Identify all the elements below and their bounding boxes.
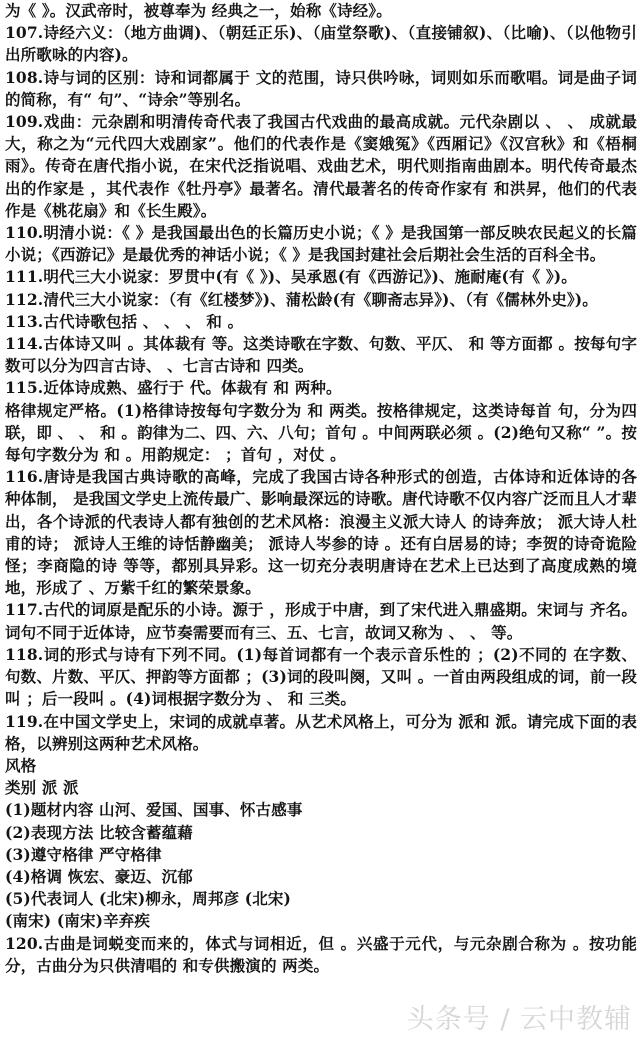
paragraph-115-rules: 格律规定严格。(1)格律诗按每句字数分为 和 两类。按格律规定，这类诗每首 句，分为四联，即 、 、 和 。韵律为二、四、六、八句；首句 。中间两联必须 。(2)绝句又称“ ”。按每句字数分为 和 。用韵规定： ；首句 ，对仗 。 (5, 400, 637, 465)
paragraph-119: 119.在中国文学史上，宋词的成就卓著。从艺术风格上，可分为 派和 派。请完成下面的表格，以辨别这两种艺术风格。 (5, 711, 637, 753)
document-body (5, 0, 637, 977)
paragraph-109: 109.戏曲：元杂剧和明清传奇代表了我国古代戏曲的最高成就。元代杂剧以 、 、 成就最大，称之为“元代四大戏剧家”。他们的代表作是《窦娥冤》《西厢记》《汉宫秋》和《梧桐雨》。传奇在唐代指小说，在宋代泛指说唱、戏曲艺术，明代则指南曲剧本。明代传奇最杰出的作家是 ，其代表作《牡丹亭》最著名。清代最著名的传奇作家有 和洪昇，他们的代表作是《桃花扇》和《长生殿》。 (5, 112, 637, 220)
paragraph-115: 115.近体诗成熟、盛行于 代。体裁有 和 两种。 (5, 378, 342, 398)
paragraph-112: 112.清代三大小说家：（有《红楼梦》)、蒲松龄(有《聊斋志异》)、（有《儒林外史》)。 (5, 289, 598, 309)
paragraph-116: 116.唐诗是我国古典诗歌的高峰，完成了我国古诗各种形式的创造，古体诗和近体诗的各种体制， 是我国文学史上流传最广、影响最深远的诗歌。唐代诗歌不仅内容广泛而且人才辈出，各个诗派的代表诗人都有独创的艺术风格：浪漫主义派大诗人 的诗奔放； 派大诗人杜甫的诗； 派诗人王维的诗恬静幽美； 派诗人岑参的诗 。还有白居易的诗；李贺的诗奇诡险怪；李商隐的诗 等等，都别具异彩。这一切充分表明唐诗在艺术上已达到了高度成熟的境地，形成了 、万紫千红的繁荣景象。 (5, 467, 637, 598)
paragraph-118: 118.词的形式与诗有下列不同。(1)每首词都有一个表示音乐性的 ；(2)不同的 在字数、句数、片数、平仄、押韵等方面都 ；(3)词的段叫阕，又叫 。一首由两段组成的词，前一段叫 ；后一段叫 。(4)词根据字数分为 、 和 三类。 (5, 644, 637, 709)
table-header-style: 风格 (5, 755, 37, 775)
table-header-category: 类别 派 派 (5, 778, 79, 798)
table-row-poets: (5)代表词人 (北宋)柳永，周邦彦 (北宋) (5, 889, 292, 909)
paragraph-110: 110.明清小说：《 》是我国最出色的长篇历史小说；《 》是我国第一部反映农民起义的长篇小说；《西游记》是最优秀的神话小说；《 》是我国封建社会后期社会生活的百科全书。 (5, 223, 637, 265)
table-row-poets-southern-song: (南宋) (南宋)辛弃疾 (5, 911, 151, 931)
paragraph-111: 111.明代三大小说家：罗贯中(有《 》)、吴承恩(有《西游记》)、施耐庵(有《 》)。 (5, 267, 577, 287)
table-row-subject: (1)题材内容 山河、爱国、国事、怀古感事 (5, 800, 303, 820)
paragraph-114: 114.古体诗又叫 。其体裁有 等。这类诗歌在字数、句数、平仄、 和 等方面都 。按每句字数可以分为四言古诗、 、七言古诗和 四类。 (5, 334, 637, 376)
paragraph-108: 108.诗与词的区别：诗和词都属于 文的范围，诗只供吟咏，词则如乐而歌唱。词是曲子词的简称，有“ 句”、“诗余”等别名。 (5, 67, 637, 109)
table-row-meter: (3)遵守格律 严守格律 (5, 844, 162, 864)
paragraph-106-tail: 为《 》。汉武帝时，被尊奉为 经典之一，始称《诗经》。 (5, 1, 392, 20)
paragraph-117: 117.古代的词原是配乐的小诗。源于 ，形成于中唐，到了宋代进入鼎盛期。宋词与 齐名。词句不同于近体诗，应节奏需要而有三、五、七言，故词又称为 、 、 等。 (5, 600, 637, 642)
paragraph-120: 120.古曲是词蜕变而来的，体式与词相近，但 。兴盛于元代，与元杂剧合称为 。按功能分，古曲分为只供清唱的 和专供搬演的 两类。 (5, 933, 637, 975)
paragraph-107: 107.诗经六义：（地方曲调)、（朝廷正乐)、（庙堂祭歌)、（直接铺叙)、（比喻)、（以他物引出所歌咏的内容)。 (5, 23, 637, 65)
paragraph-113: 113.古代诗歌包括 、 、 、 和 。 (5, 311, 244, 331)
table-row-expression: (2)表现方法 比较含蓄蕴藉 (5, 822, 193, 842)
watermark: 头条号 / 云中教辅 (406, 1004, 632, 1035)
table-row-tone: (4)格调 恢宏、豪迈、沉郁 (5, 866, 193, 886)
